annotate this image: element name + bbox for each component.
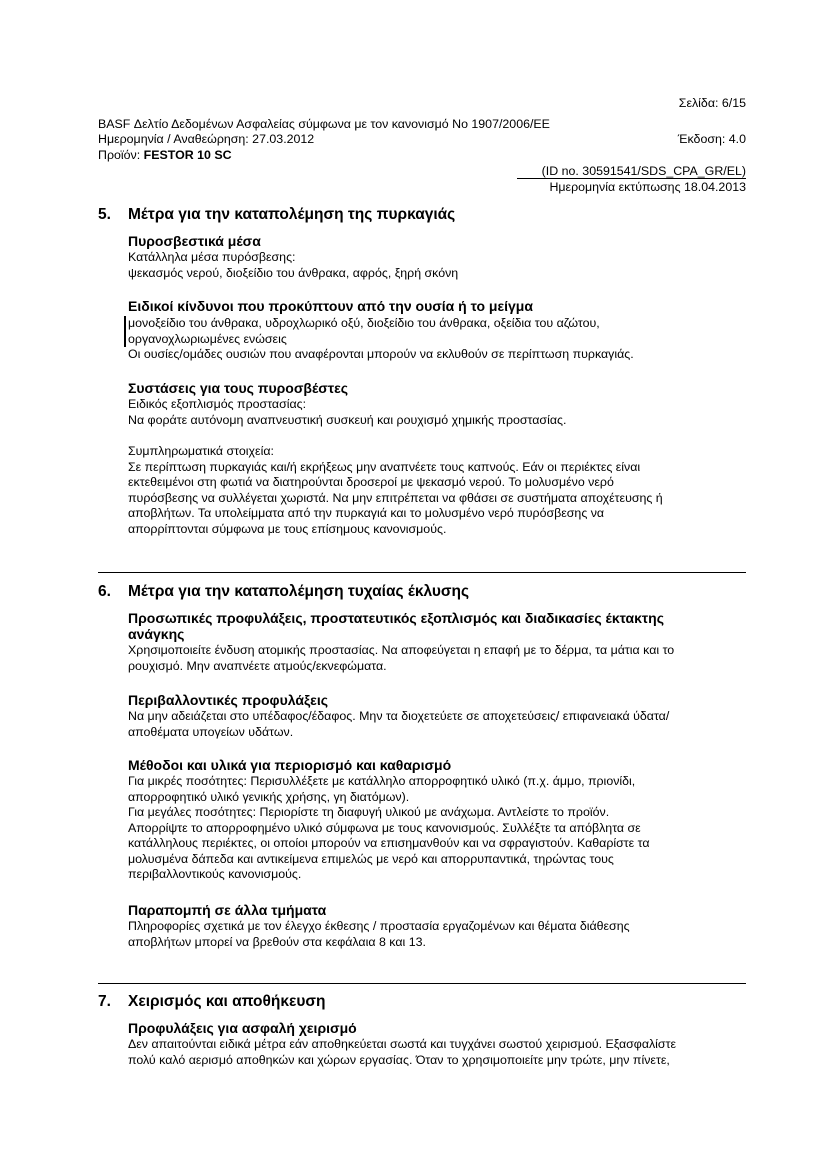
text-line: ρουχισμό. Μην αναπνέετε ατμούς/εκνεφώματα. <box>128 658 387 673</box>
s5-supplementary-text <box>128 444 748 537</box>
header-id-number: (ID no. 30591541/SDS_CPA_GR/EL) <box>541 164 746 178</box>
text-line: Να μην αδειάζεται στο υπέδαφος/έδαφος. Μην τα διοχετεύετε σε αποχετεύσεις/ επιφανειακά ύδατα/ <box>128 709 670 723</box>
section-6-title: Μέτρα για την καταπολέμηση τυχαίας έκλυσης <box>128 583 470 600</box>
section-divider <box>98 572 746 573</box>
product-label: Προϊόν: <box>98 148 144 162</box>
section-6-heading <box>98 583 469 601</box>
header-print-date: Ημερομηνία εκτύπωσης 18.04.2013 <box>549 180 746 194</box>
header-revision-date: Ημερομηνία / Αναθεώρηση: 27.03.2012 <box>98 132 315 146</box>
section-5-title: Μέτρα για την καταπολέμηση της πυρκαγιάς <box>128 206 456 223</box>
text-line: κατάλληλους περιέκτες, οι οποίοι μπορούν να επισημανθούν και να σφραγιστούν. Καθαρίστε τα <box>128 836 650 850</box>
s6-personal-precautions-heading <box>128 610 664 642</box>
header-id-underline <box>517 178 746 179</box>
text-line: αποθέματα υπογείων υδάτων. <box>128 724 294 739</box>
heading-line: Προσωπικές προφυλάξεις, προστατευτικός εξοπλισμός και διαδικασίες έκτακτης <box>128 610 665 626</box>
text-line: αποβλήτων μπορεί να βρεθούν στα κεφάλαια 8 και 13. <box>128 934 426 949</box>
text-line: ψεκασμός νερού, διοξείδιο του άνθρακα, αφρός, ξηρή σκόνη <box>128 265 459 280</box>
text-line: περιβαλλοντικούς κανονισμούς. <box>128 867 302 881</box>
text-line: Δεν απαιτούνται ειδικά μέτρα εάν αποθηκεύεται σωστά και τυγχάνει σωστού χειρισμού. Εξασφαλίστε <box>128 1037 676 1051</box>
text-line: απορρίπτονται σύμφωνα με τους επίσημους κανονισμούς. <box>128 521 447 536</box>
section-7-heading <box>98 993 325 1011</box>
text-line: Οι ουσίες/ομάδες ουσιών που αναφέρονται μπορούν να εκλυθούν σε περίπτωση πυρκαγιάς. <box>128 347 634 361</box>
text-line: Συμπληρωματικά στοιχεία: <box>128 444 274 458</box>
text-line: Κατάλληλα μέσα πυρόσβεσης: <box>128 250 296 264</box>
text-line: Χρησιμοποιείτε ένδυση ατομικής προστασίας. Να αποφεύγεται η επαφή με το δέρμα, τα μάτια και το <box>128 643 675 657</box>
revision-bar <box>124 316 126 347</box>
text-line: εκτεθειμένοι στη φωτιά να διατηρούνται δροσεροί με ψεκασμό νερού. Το μολυσμένο νερό <box>128 475 614 489</box>
s5-extinguishing-media-text <box>128 250 748 281</box>
s6-personal-precautions-text <box>128 643 748 674</box>
header-title: BASF Δελτίο Δεδομένων Ασφαλείας σύμφωνα με τον κανονισμό Νο 1907/2006/ΕΕ <box>98 117 550 131</box>
s5-firefighters-text <box>128 397 748 428</box>
s6-environmental-precautions-heading: Περιβαλλοντικές προφυλάξεις <box>128 692 328 708</box>
s6-environmental-precautions-text <box>128 709 748 740</box>
text-line: Απορρίψτε το απορροφημένο υλικό σύμφωνα με τους κανονισμούς. Συλλέξτε τα απόβλητα σε <box>128 820 641 835</box>
text-line: πολύ καλό αερισμό αποθηκών και χώρων εργασίας. Όταν το χρησιμοποιείτε μην τρώτε, μην πίνετε, <box>128 1052 670 1067</box>
section-7-number: 7. <box>98 993 111 1010</box>
text-line: μολυσμένα δάπεδα και αντικείμενα επιμελώς με νερό και απορρυπαντικά, τηρώντας τους <box>128 851 614 866</box>
s7-safe-handling-text <box>128 1037 748 1068</box>
s6-containment-heading: Μέθοδοι και υλικά για περιορισμό και καθαρισμό <box>128 757 452 773</box>
text-line: Σε περίπτωση πυρκαγιάς και/ή εκρήξεως μην αναπνέετε τους καπνούς. Εάν οι περιέκτες είναι <box>128 459 641 474</box>
s6-containment-text <box>128 774 748 883</box>
text-line: Πληροφορίες σχετικά με τον έλεγχο έκθεσης / προστασία εργαζομένων και θέματα διάθεσης <box>128 919 630 933</box>
heading-line: ανάγκης <box>128 626 185 642</box>
text-line: μονοξείδιο του άνθρακα, υδροχλωρικό οξύ, διοξείδιο του άνθρακα, οξείδια του αζώτου, <box>128 316 600 330</box>
text-line: Να φοράτε αυτόνομη αναπνευστική συσκευή και ρουχισμό χημικής προστασίας. <box>128 412 567 427</box>
text-line: οργανοχλωριωμένες ενώσεις <box>128 331 287 346</box>
s5-extinguishing-media-heading: Πυροσβεστικά μέσα <box>128 233 261 249</box>
text-line: Για μικρές ποσότητες: Περισυλλέξετε με κατάλληλο απορροφητικό υλικό (π.χ. άμμο, πριονίδι, <box>128 774 636 788</box>
header-product <box>98 148 232 164</box>
text-line: Για μεγάλες ποσότητες: Περιορίστε τη διαφυγή υλικού με ανάχωμα. Αντλείστε το προϊόν. <box>128 805 610 819</box>
text-line: Ειδικός εξοπλισμός προστασίας: <box>128 397 307 411</box>
section-5-heading <box>98 206 455 224</box>
text-line: πυρόσβεσης να συλλέγεται χωριστά. Να μην επιτρέπεται να φθάσει σε συστήματα αποχέτευσης ή <box>128 490 663 505</box>
section-divider <box>98 983 746 984</box>
page-number: Σελίδα: 6/15 <box>678 96 746 110</box>
text-line: απορροφητικό υλικό γενικής χρήσης, γη διατόμων). <box>128 789 410 804</box>
s5-special-hazards-text <box>128 316 748 363</box>
s6-reference-heading: Παραπομπή σε άλλα τμήματα <box>128 902 327 918</box>
s7-safe-handling-heading: Προφυλάξεις για ασφαλή χειρισμό <box>128 1020 357 1036</box>
text-line: αποβλήτων. Τα υπολείμματα από την πυρκαγιά και το μολυσμένο νερό πυρόσβεσης να <box>128 506 605 520</box>
section-6-number: 6. <box>98 583 111 600</box>
product-name: FESTOR 10 SC <box>143 148 232 162</box>
section-5-number: 5. <box>98 206 111 223</box>
s5-firefighters-heading: Συστάσεις για τους πυροσβέστες <box>128 380 349 396</box>
s6-reference-text <box>128 919 748 950</box>
section-7-title: Χειρισμός και αποθήκευση <box>128 993 326 1010</box>
header-edition: Έκδοση: 4.0 <box>677 132 746 146</box>
s5-special-hazards-heading: Ειδικοί κίνδυνοι που προκύπτουν από την ουσία ή το μείγμα <box>128 298 533 314</box>
